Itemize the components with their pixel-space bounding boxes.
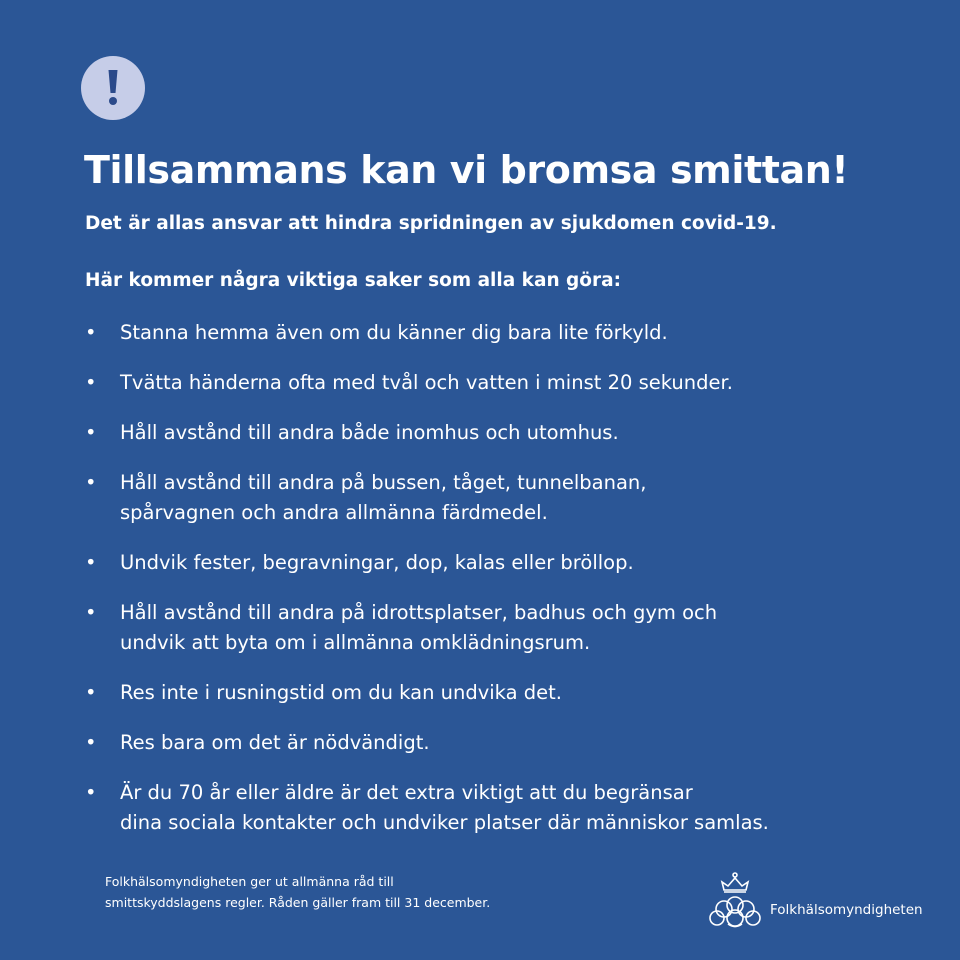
advice-item — [85, 368, 769, 398]
bullet-icon: • — [85, 731, 97, 754]
advice-item-text: Är du 70 år eller äldre är det extra viktigt att du begränsar — [120, 781, 693, 804]
advice-item — [85, 678, 769, 708]
advice-item-text: Stanna hemma även om du känner dig bara lite förkyld. — [120, 321, 668, 344]
bullet-icon: • — [85, 781, 97, 804]
brand-name: Folkhälsomyndigheten — [770, 902, 923, 918]
advice-item — [85, 598, 769, 658]
crown-hearts-logo-icon — [702, 868, 768, 930]
advice-item-text: undvik att byta om i allmänna omklädningsrum. — [120, 631, 591, 654]
advice-item-text: Tvätta händerna ofta med tvål och vatten i minst 20 sekunder. — [120, 371, 733, 394]
bullet-icon: • — [85, 551, 97, 574]
alert-icon-circle — [81, 56, 145, 120]
bullet-icon: • — [85, 321, 97, 344]
advice-item-text: Undvik fester, begravningar, dop, kalas eller bröllop. — [120, 551, 634, 574]
list-intro: Här kommer några viktiga saker som alla kan göra: — [85, 270, 622, 291]
advice-item-text: Res inte i rusningstid om du kan undvika det. — [120, 681, 562, 704]
advice-item — [85, 728, 769, 758]
bullet-icon: • — [85, 371, 97, 394]
footer-note — [105, 871, 625, 913]
advice-item-text: Håll avstånd till andra både inomhus och utomhus. — [120, 421, 619, 444]
advice-item — [85, 778, 769, 838]
bullet-icon: • — [85, 471, 97, 494]
brand-logo-block — [702, 868, 923, 930]
advice-item — [85, 468, 769, 528]
advice-item-text: spårvagnen och andra allmänna färdmedel. — [120, 501, 548, 524]
bullet-icon: • — [85, 681, 97, 704]
advice-item — [85, 418, 769, 448]
bullet-icon: • — [85, 601, 97, 624]
footer-note-line: Folkhälsomyndigheten ger ut allmänna råd till — [105, 874, 394, 889]
headline: Tillsammans kan vi bromsa smittan! — [84, 148, 849, 192]
exclamation-icon — [106, 68, 120, 108]
advice-item-text: dina sociala kontakter och undviker platser där människor samlas. — [120, 811, 769, 834]
advice-item-text: Res bara om det är nödvändigt. — [120, 731, 430, 754]
advice-item — [85, 318, 769, 348]
footer-note-line: smittskyddslagens regler. Råden gäller fram till 31 december. — [105, 895, 491, 910]
advice-item — [85, 548, 769, 578]
advice-item-text: Håll avstånd till andra på idrottsplatser, badhus och gym och — [120, 601, 718, 624]
advice-item-text: Håll avstånd till andra på bussen, tåget, tunnelbanan, — [120, 471, 647, 494]
bullet-icon: • — [85, 421, 97, 444]
subheading: Det är allas ansvar att hindra spridningen av sjukdomen covid-19. — [85, 213, 777, 234]
advice-list — [85, 318, 769, 838]
